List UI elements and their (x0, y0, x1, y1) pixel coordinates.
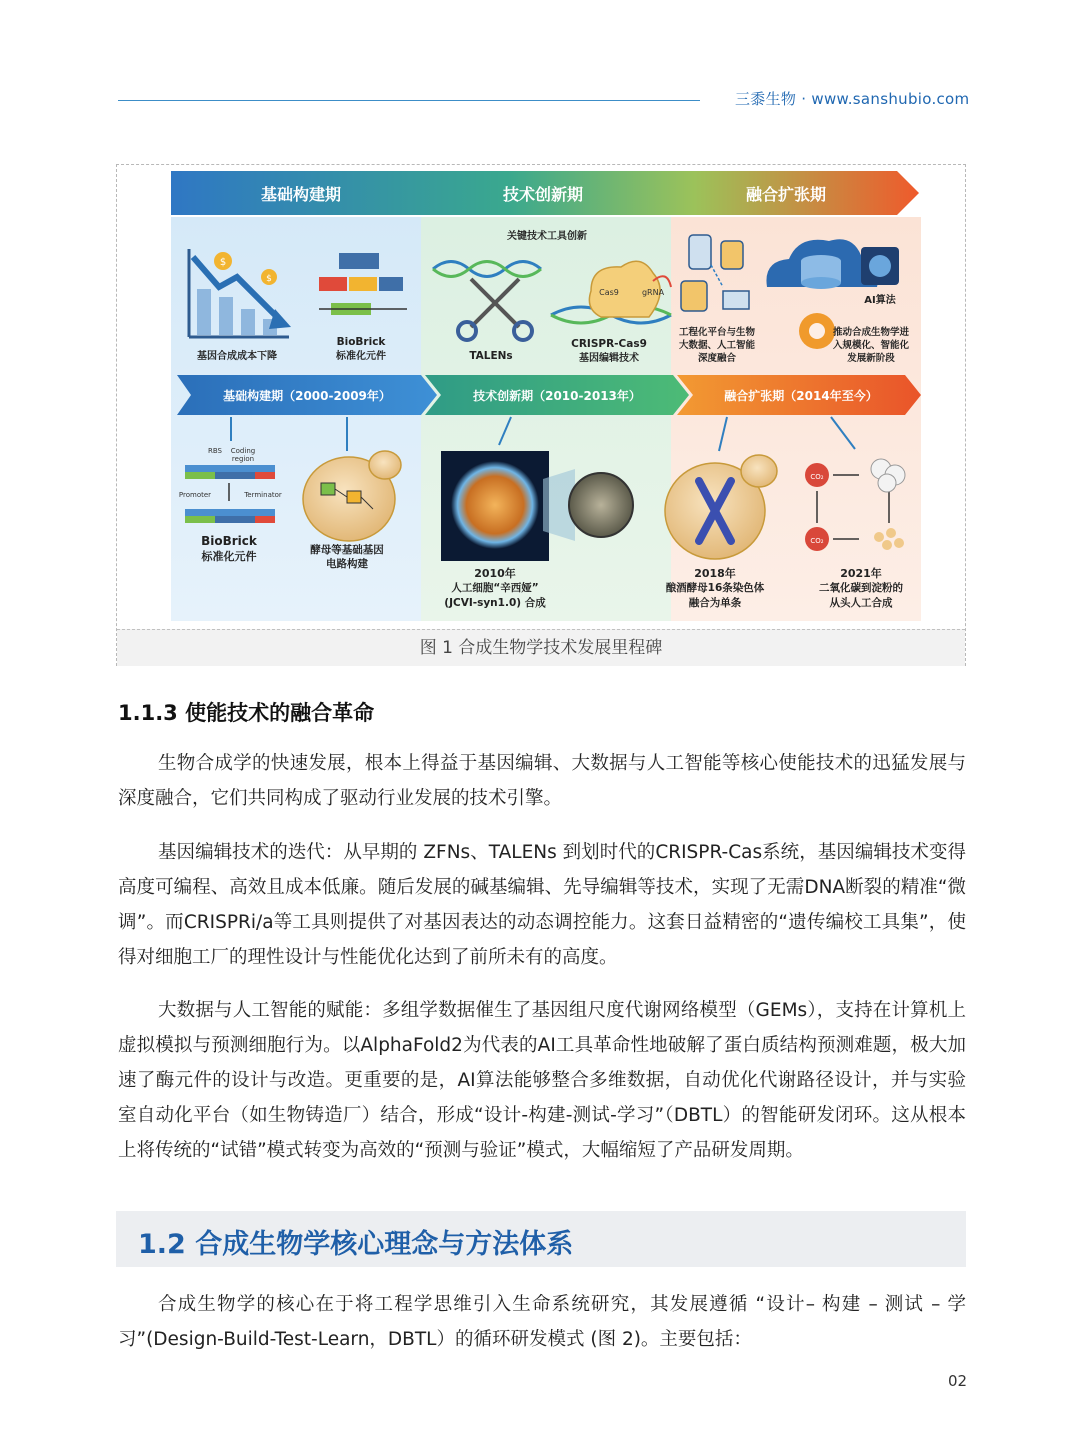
yeast-circuit-label-2: 电路构建 (326, 558, 368, 570)
key-tools-label: 关键技术工具创新 (507, 231, 587, 242)
biobrick-top-label-2: 标准化元件 (336, 351, 386, 362)
y2018-desc-1: 酿酒酵母16条染色体 (665, 582, 765, 594)
figure-1 (116, 164, 966, 666)
crispr-label-1: CRISPR-Cas9 (571, 338, 647, 350)
y2021-desc-1: 二氧化碳到淀粉的 (819, 582, 903, 594)
subsection-heading: 1.1.3 使能技术的融合革命 (118, 701, 375, 725)
platform-label-3: 深度融合 (697, 353, 737, 364)
biobrick-bottom-label-1: BioBrick (201, 534, 257, 548)
co2-label-bottom: CO₂ (810, 537, 824, 545)
svg-text:$: $ (219, 257, 227, 268)
section-heading: 1.2 合成生物学核心理念与方法体系 (138, 1229, 574, 1260)
y2010-desc-2: (JCVI-syn1.0) 合成 (444, 597, 546, 609)
ai-desc-1: 推动合成生物学进 (832, 327, 910, 338)
mid-phase-3: 融合扩张期（2014年至今） (724, 389, 878, 403)
paragraph-dbtl: 合成生物学的核心在于将工程学思维引入生命系统研究，其发展遵循 “设计– 构建 – 测试 – 学习”(Design-Build-Test-Learn，DBTL）的循环研发模式 (图 2)。主要包括： (118, 1294, 966, 1350)
biobrick-top-label-1: BioBrick (336, 336, 386, 348)
section-heading-bar (116, 1211, 966, 1267)
biobrick-bottom-label-2: 标准化元件 (201, 550, 257, 563)
crispr-label-2: 基因编辑技术 (579, 353, 639, 364)
ai-desc-3: 发展新阶段 (847, 353, 895, 364)
platform-label-1: 工程化平台与生物 (678, 327, 756, 338)
y2021-label: 2021年 (840, 567, 882, 580)
y2021-desc-2: 从头人工合成 (829, 597, 893, 609)
cas9-label: Cas9 (599, 288, 619, 297)
terminator-label: Terminator (244, 491, 282, 499)
paragraph-gene-editing: 基因编辑技术的迭代：从早期的 ZFNs、TALENs 到划时代的CRISPR-Cas系统，基因编辑技术变得高度可编程、高效且成本低廉。随后发展的碱基编辑、先导编辑等技术，实现了无需DNA断裂的精准“微调”。而CRISPRi/a等工具则提供了对基因表达的动态调控能力。这套日益精密的“遗传编校工具集”，使得对细胞工厂的理性设计与性能优化达到了前所未有的高度。 (118, 842, 966, 968)
header-brand: 三黍生物 · www.sanshubio.com (735, 90, 970, 108)
page-number: 02 (948, 1372, 968, 1390)
mid-phase-1: 基础构建期（2000-2009年） (223, 389, 391, 403)
ai-chip-icon (861, 247, 899, 285)
figure-caption: 图 1 合成生物学技术发展里程碑 (117, 629, 965, 666)
promoter-label: Promoter (178, 491, 212, 499)
talens-label: TALENs (469, 350, 513, 362)
y2018-desc-2: 融合为单条 (688, 597, 742, 609)
co2-label-top: CO₂ (810, 473, 824, 481)
yeast-circuit-label-1: 酵母等基础基因 (310, 544, 384, 556)
coding-label-1: Coding (230, 447, 256, 455)
rbs-label: RBS (208, 447, 222, 455)
svg-text:$: $ (266, 274, 272, 284)
mid-phase-2: 技术创新期（2010-2013年） (473, 389, 641, 403)
gear-icon (799, 313, 835, 349)
ai-desc-2: 入规模化、智能化 (832, 340, 910, 351)
header-rule (118, 100, 700, 101)
paragraph-1: 生物合成学的快速发展，根本上得益于基因编辑、大数据与人工智能等核心使能技术的迅猛发展与深度融合，它们共同构成了驱动行业发展的技术引擎。 (118, 753, 966, 809)
top-phase-2: 技术创新期 (502, 185, 584, 204)
milestone-infographic (171, 169, 921, 621)
y2010-desc-1: 人工细胞“辛西娅” (451, 582, 539, 594)
ai-label: AI算法 (864, 295, 896, 306)
coding-label-2: region (231, 455, 255, 463)
top-phase-3: 融合扩张期 (745, 185, 827, 204)
y2018-label: 2018年 (694, 567, 736, 580)
y2010-label: 2010年 (474, 567, 516, 580)
paragraph-big-data-ai: 大数据与人工智能的赋能：多组学数据催生了基因组尺度代谢网络模型（GEMs），支持在计算机上虚拟模拟与预测细胞行为。以AlphaFold2为代表的AI工具革命性地破解了蛋白质结构预测难题，极大加速了酶元件的设计与改造。更重要的是，AI算法能够整合多维数据，自动优化代谢路径设计，并与实验室自动化平台（如生物铸造厂）结合，形成“设计-构建-测试-学习”（DBTL）的智能研发闭环。这从根本上将传统的“试错”模式转变为高效的“预测与验证”模式，大幅缩短了产品研发周期。 (118, 1000, 966, 1161)
top-phase-1: 基础构建期 (260, 185, 342, 204)
grna-label: gRNA (641, 288, 665, 297)
cost-drop-label: 基因合成成本下降 (197, 351, 277, 362)
platform-label-2: 大数据、人工智能 (678, 340, 756, 351)
